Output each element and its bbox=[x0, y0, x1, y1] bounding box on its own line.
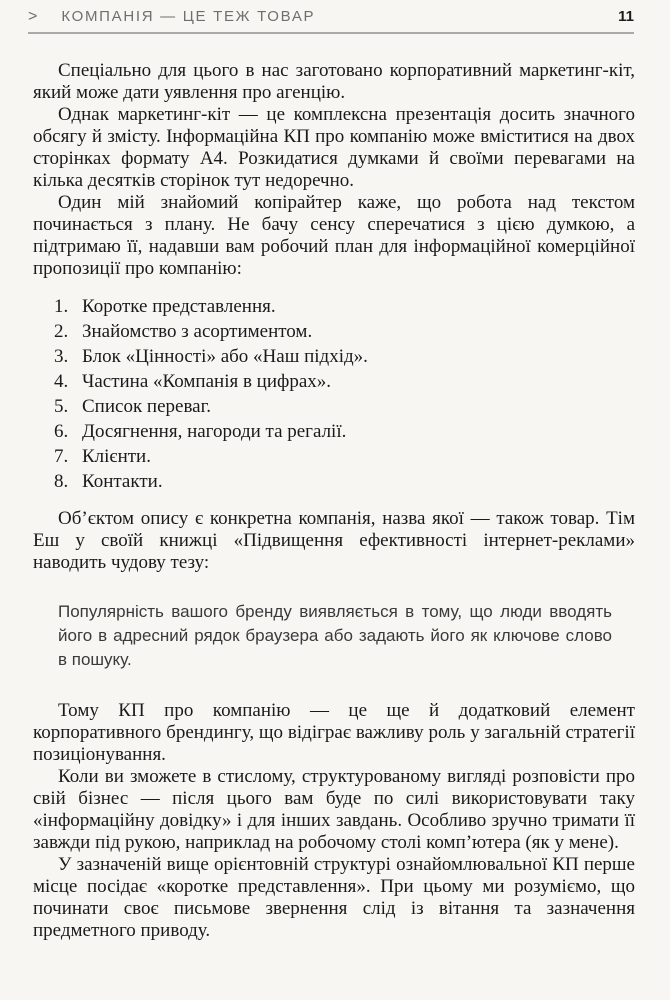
list-item-number: 2. bbox=[54, 321, 69, 342]
list-item-number: 5. bbox=[54, 396, 69, 417]
pull-quote: Популярність вашого бренду виявляється в тому, що люди вводять його в адресний рядок браузера або задають його як ключове слово в пошуку. bbox=[58, 602, 612, 669]
list-item-text: Клієнти. bbox=[82, 446, 151, 467]
list-item bbox=[54, 319, 635, 344]
paragraph: Об’єктом опису є конкретна компанія, назва якої — також товар. Тім Еш у своїй книжці «Підвищення ефективності інтернет-реклами» наводить чудову тезу: bbox=[33, 508, 635, 573]
list-item bbox=[54, 294, 635, 319]
list-item-text: Коротке представлення. bbox=[82, 296, 276, 317]
list-item-text: Частина «Компанія в цифрах». bbox=[82, 371, 332, 392]
list-item-number: 8. bbox=[54, 471, 69, 492]
list-item bbox=[54, 344, 635, 369]
list-item-number: 7. bbox=[54, 446, 69, 467]
list-item bbox=[54, 419, 635, 444]
paragraph: У зазначеній вище орієнтовній структурі ознайомлювальної КП перше місце посідає «коротке представлення». При цьому ми розуміємо, що починати своє письмове звернення слід із вітання та зазначення предметного приводу. bbox=[33, 854, 635, 941]
chevron-right-icon: > bbox=[28, 8, 38, 25]
list-item-text: Блок «Цінності» або «Наш підхід». bbox=[82, 346, 368, 367]
paragraph: Один мій знайомий копірайтер каже, що робота над текстом починається з плану. Не бачу сенсу сперечатися з цією думкою, а підтримаю її, надавши вам робочий план для інформаційної комерційної пропозиції про компанію: bbox=[33, 192, 635, 279]
list-item bbox=[54, 369, 635, 394]
plan-list bbox=[33, 294, 635, 494]
list-item bbox=[54, 444, 635, 469]
list-item-number: 6. bbox=[54, 421, 69, 442]
list-item-number: 3. bbox=[54, 346, 69, 367]
list-item-text: Список переваг. bbox=[82, 396, 212, 417]
list-item-text: Досягнення, нагороди та регалії. bbox=[82, 421, 347, 442]
list-item-number: 4. bbox=[54, 371, 69, 392]
page-content bbox=[33, 60, 635, 942]
running-header bbox=[28, 0, 634, 34]
chapter-title: КОМПАНІЯ — ЦЕ ТЕЖ ТОВАР bbox=[61, 8, 316, 25]
paragraph: Тому КП про компанію — це ще й додатковий елемент корпоративного брендингу, що відіграє важливу роль у загальній стратегії позиціонування. bbox=[33, 700, 635, 765]
page-number: 11 bbox=[618, 8, 634, 25]
list-item bbox=[54, 469, 635, 494]
list-item-text: Контакти. bbox=[82, 471, 163, 492]
paragraph: Спеціально для цього в нас заготовано корпоративний маркетинг-кіт, який може дати уявлення про агенцію. bbox=[33, 60, 635, 103]
paragraph: Коли ви зможете в стислому, структурованому вигляді розповісти про свій бізнес — після цього вам буде по силі використовувати таку «інформаційну довідку» і для інших завдань. Особливо зручно тримати її завжди під рукою, наприклад на робочому столі комп’ютера (як у мене). bbox=[33, 766, 635, 853]
list-item-number: 1. bbox=[54, 296, 69, 317]
list-item bbox=[54, 394, 635, 419]
list-item-text: Знайомство з асортиментом. bbox=[82, 321, 313, 342]
paragraph: Однак маркетинг-кіт — це комплексна презентація досить значного обсягу й змісту. Інформаційна КП про компанію може вміститися на двох сторінках формату А4. Розкидатися думками й своїми перевагами на кілька десятків сторінок тут недоречно. bbox=[33, 104, 635, 191]
